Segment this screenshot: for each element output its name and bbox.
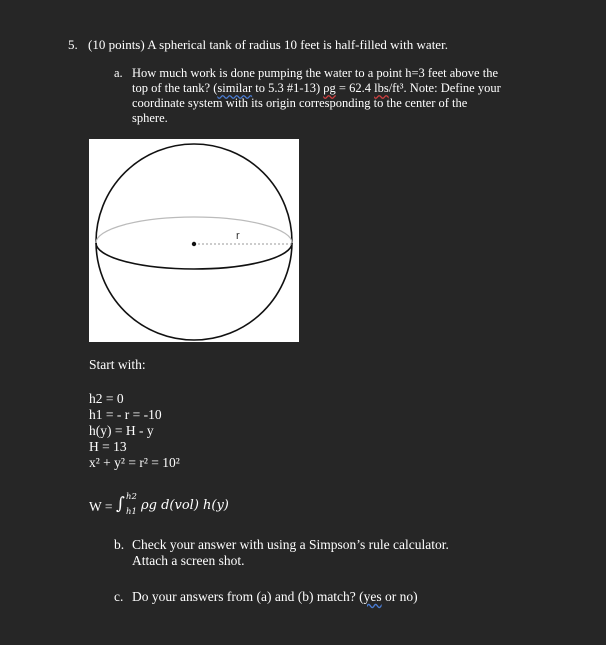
- part-b-label: b.: [114, 537, 125, 552]
- question-title: (10 points) A spherical tank of radius 10 feet is half-filled with water.: [88, 37, 448, 52]
- part-c-label: c.: [114, 589, 124, 604]
- part-c-pre: Do your answers from (a) and (b) match? (: [132, 589, 364, 604]
- integral-lower-limit: h1: [126, 507, 137, 517]
- part-a-line2-eq: = 62.4: [335, 81, 375, 95]
- equator-back: [96, 217, 292, 243]
- rho-g: ρg: [323, 81, 336, 95]
- integrand: ρg d(vol) h(y): [141, 498, 229, 513]
- part-c-post: or no): [381, 589, 418, 604]
- question-number: 5.: [68, 37, 78, 52]
- part-b-line1: Check your answer with using a Simpson’s rule calculator.: [132, 537, 449, 552]
- part-a-line2: [132, 81, 501, 96]
- eq-circle: x² + y² = r² = 10²: [89, 455, 180, 470]
- w-prefix: W =: [89, 499, 113, 514]
- radius-label: r: [236, 230, 240, 242]
- lbs-unit: lbs: [374, 81, 389, 95]
- center-point: [192, 242, 196, 246]
- eq-H: H = 13: [89, 439, 127, 454]
- equator-front: [96, 243, 292, 269]
- start-with: Start with:: [89, 357, 146, 372]
- part-a-line2-post: /ft³. Note: Define your: [388, 81, 501, 95]
- integral-symbol: ∫: [116, 494, 125, 514]
- yes-word: yes: [363, 589, 382, 604]
- part-a-line2-pre: top of the tank? (: [132, 81, 218, 95]
- similar-word: similar: [217, 81, 253, 95]
- sphere-figure: [89, 139, 299, 342]
- eq-h1: h1 = - r = -10: [89, 407, 162, 422]
- part-a-label: a.: [114, 66, 123, 80]
- eq-h2: h2 = 0: [89, 391, 124, 406]
- eq-hy: h(y) = H - y: [89, 423, 154, 438]
- part-c-line: [132, 589, 418, 605]
- part-a-line2-mid: to 5.3 #1-13): [252, 81, 324, 95]
- part-a-line4: sphere.: [132, 111, 168, 125]
- part-a-line3: coordinate system with its origin corresponding to the center of the: [132, 96, 468, 110]
- integral-upper-limit: h2: [126, 492, 137, 502]
- part-a-line1: How much work is done pumping the water to a point h=3 feet above the: [132, 66, 498, 80]
- part-b-line2: Attach a screen shot.: [132, 553, 245, 568]
- sphere-diagram: [89, 139, 299, 342]
